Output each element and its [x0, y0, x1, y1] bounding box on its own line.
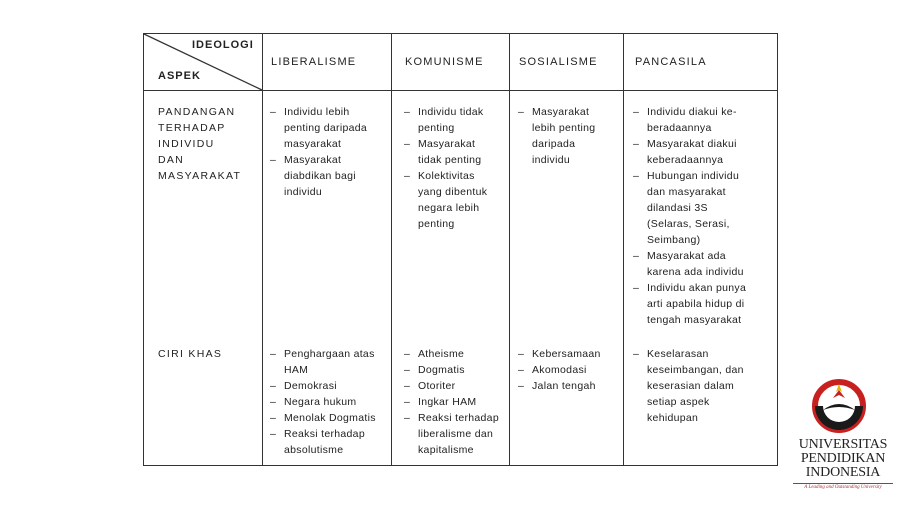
list-item: – Reaksi terhadap liberalisme dan kapitalisme: [404, 410, 514, 458]
list-item: – Individu tidak penting: [404, 104, 514, 136]
logo-text-line: UNIVERSITAS: [798, 437, 888, 452]
logo-tagline: A Leading and Outstanding University: [793, 483, 893, 490]
list-item: – Jalan tengah: [518, 378, 622, 394]
list-item: – Dogmatis: [404, 362, 514, 378]
list-item: – Individu diakui ke- beradaannya: [633, 104, 778, 136]
cell-liberalisme-pandangan: [270, 104, 390, 200]
column-divider: [262, 34, 263, 465]
cell-komunisme-pandangan: [404, 104, 514, 232]
ideology-comparison-table: [143, 33, 778, 466]
cell-sosialisme-pandangan: [518, 104, 622, 168]
list-item: – Kebersamaan: [518, 346, 622, 362]
list-item: – Masyarakat diakui keberadaannya: [633, 136, 778, 168]
column-header-pancasila: PANCASILA: [635, 56, 707, 68]
list-item: – Masyarakat tidak penting: [404, 136, 514, 168]
list-item: – Menolak Dogmatis: [270, 410, 390, 426]
column-header-sosialisme: SOSIALISME: [519, 56, 598, 68]
upi-logo: [793, 376, 893, 502]
column-header-komunisme: KOMUNISME: [405, 56, 484, 68]
corner-label-aspek: ASPEK: [158, 70, 201, 82]
upi-emblem-icon: [809, 376, 869, 436]
corner-label-ideologi: IDEOLOGI: [192, 39, 254, 51]
list-item: – Otoriter: [404, 378, 514, 394]
list-item: – Kolektivitas yang dibentuk negara lebih penting: [404, 168, 514, 232]
list-item: – Atheisme: [404, 346, 514, 362]
logo-text-line: PENDIDIKAN: [800, 451, 886, 466]
column-header-liberalisme: LIBERALISME: [271, 56, 357, 68]
header-divider: [144, 90, 777, 91]
column-divider: [391, 34, 392, 465]
column-divider: [623, 34, 624, 465]
cell-pancasila-ciri-khas: [633, 346, 773, 426]
cell-liberalisme-ciri-khas: [270, 346, 390, 458]
logo-text-line: INDONESIA: [805, 465, 881, 480]
list-item: – Masyarakat ada karena ada individu: [633, 248, 778, 280]
list-item: – Hubungan individu dan masyarakat dilandasi 3S (Selaras, Serasi, Seimbang): [633, 168, 778, 248]
list-item: – Keselarasan keseimbangan, dan keserasian dalam setiap aspek kehidupan: [633, 346, 773, 426]
list-item: – Individu lebih penting daripada masyarakat: [270, 104, 390, 152]
list-item: – Masyarakat diabdikan bagi individu: [270, 152, 390, 200]
cell-pancasila-pandangan: [633, 104, 778, 328]
list-item: – Ingkar HAM: [404, 394, 514, 410]
list-item: – Negara hukum: [270, 394, 390, 410]
row-label-ciri-khas: CIRI KHAS: [158, 348, 223, 360]
list-item: – Demokrasi: [270, 378, 390, 394]
cell-sosialisme-ciri-khas: [518, 346, 622, 394]
list-item: – Akomodasi: [518, 362, 622, 378]
list-item: – Masyarakat lebih penting daripada individu: [518, 104, 622, 168]
list-item: – Penghargaan atas HAM: [270, 346, 390, 378]
list-item: – Individu akan punya arti apabila hidup di tengah masyarakat: [633, 280, 778, 328]
row-label-pandangan: PANDANGAN TERHADAP INDIVIDU DAN MASYARAKAT: [158, 106, 242, 182]
list-item: – Reaksi terhadap absolutisme: [270, 426, 390, 458]
cell-komunisme-ciri-khas: [404, 346, 514, 458]
